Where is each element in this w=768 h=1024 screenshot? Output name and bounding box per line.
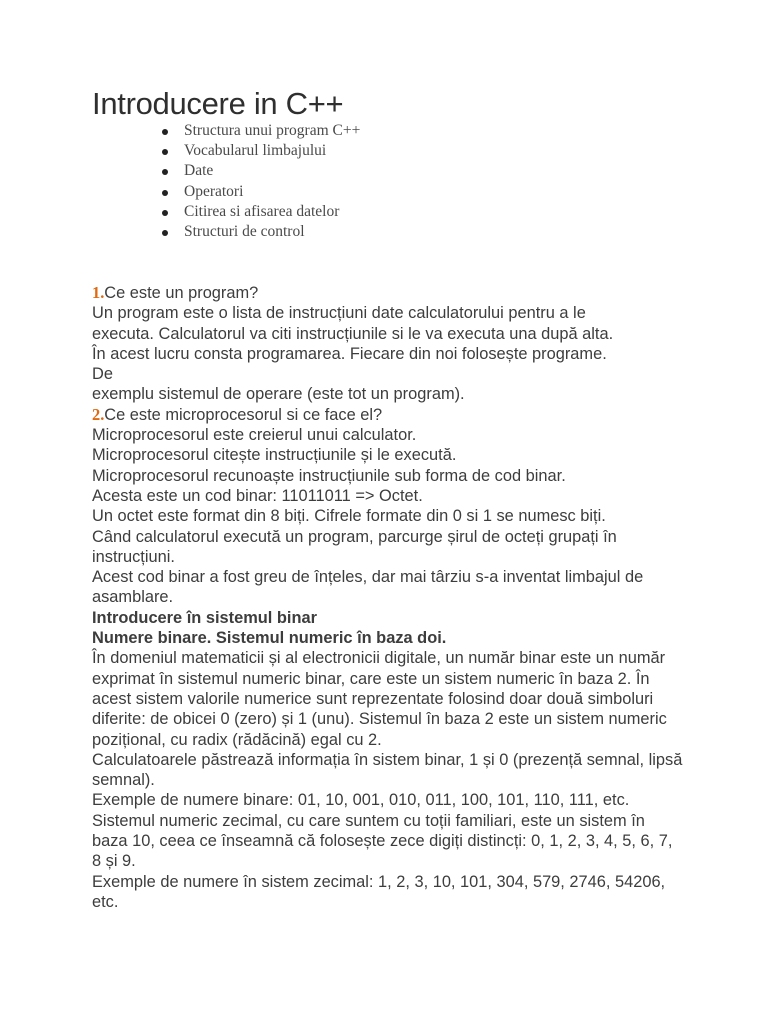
- section1-line: În acest lucru consta programarea. Fiecare din noi folosește programe.: [92, 344, 607, 363]
- binary-paragraph: Calculatoarele păstrează informația în sistem binar, 1 și 0 (prezență semnal, lipsă semnal).: [92, 750, 683, 790]
- binary-paragraph: Sistemul numeric zecimal, cu care suntem cu toții familiari, este un sistem în baza 10, ceea ce înseamnă că folosește zece digiți distincți: 0, 1, 2, 3, 4, 5, 6, 7, 8 și 9.: [92, 811, 673, 871]
- section2-number: 2.: [92, 404, 105, 424]
- binary-paragraph: În domeniul matematicii și al electronicii digitale, un număr binar este un număr exprimat în sistemul numeric binar, care este un sistem numeric în baza 2. În acest sistem valorile numerice sunt reprezentate folosind doar două simboluri diferite: de obicei 0 (zero) și 1 (unu). Sistemul în baza 2 este un sistem numeric pozițional, cu radix (rădăcină) egal cu 2.: [92, 649, 667, 749]
- document-body: [92, 283, 684, 912]
- section2-line: Când calculatorul execută un program, parcurge șirul de octeți grupați în instrucțiuni.: [92, 527, 617, 566]
- section2-line: Acest cod binar a fost greu de înțeles, dar mai târziu s-a inventat limbajul de asamblare.: [92, 568, 644, 607]
- page-title: Introducere in C++: [92, 86, 344, 121]
- toc-item: Structuri de control: [160, 222, 360, 242]
- toc-item: Structura unui program C++: [160, 121, 360, 141]
- toc-item: Date: [160, 161, 360, 181]
- binary-paragraph: Exemple de numere binare: 01, 10, 001, 010, 011, 100, 101, 110, 111, etc.: [92, 791, 630, 810]
- table-of-contents: [160, 121, 360, 242]
- section1-line: Un program este o lista de instrucțiuni date calculatorului pentru a le: [92, 304, 586, 323]
- section2-line: Microprocesorul recunoaște instrucțiunile sub forma de cod binar.: [92, 466, 566, 485]
- section2-question-text: Ce este microprocesorul si ce face el?: [104, 405, 383, 424]
- binary-subheading: Numere binare. Sistemul numeric în baza doi.: [92, 629, 447, 648]
- toc-item: Citirea si afisarea datelor: [160, 202, 360, 222]
- section2-question: [92, 405, 684, 425]
- section1-question: [92, 283, 684, 303]
- section2-line: Microprocesorul este creierul unui calculator.: [92, 426, 417, 445]
- section1-line: De: [92, 365, 113, 384]
- section2-line: Acesta este un cod binar: 11011011 => Octet.: [92, 486, 423, 505]
- binary-paragraph: Exemple de numere în sistem zecimal: 1, 2, 3, 10, 101, 304, 579, 2746, 54206, etc.: [92, 872, 666, 911]
- toc-item: Vocabularul limbajului: [160, 141, 360, 161]
- section1-line: executa. Calculatorul va citi instrucțiunile si le va executa una după alta.: [92, 324, 614, 343]
- section1-line: exemplu sistemul de operare (este tot un program).: [92, 385, 465, 404]
- toc-item: Operatori: [160, 182, 360, 202]
- section1-number: 1.: [92, 283, 105, 302]
- section2-line: Microprocesorul citește instrucțiunile și le execută.: [92, 446, 457, 465]
- section2-line: Un octet este format din 8 biți. Cifrele formate din 0 si 1 se numesc biți.: [92, 507, 606, 526]
- section1-question-text: Ce este un program?: [104, 284, 259, 302]
- binary-heading: Introducere în sistemul binar: [92, 608, 317, 627]
